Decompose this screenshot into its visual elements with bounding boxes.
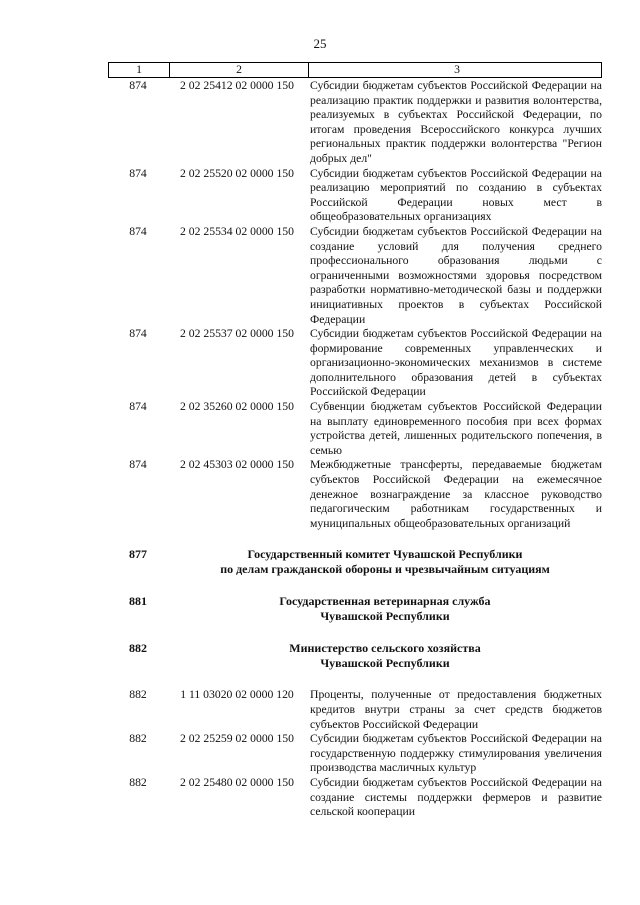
revenue-description: Субвенции бюджетам субъектов Российской Федерации на выплату единовременного пособия при всех формах устройства детей, лишенных родительского попечения, в семью: [310, 400, 602, 457]
admin-code: 882: [129, 688, 147, 702]
section-title: [168, 594, 602, 624]
section-title-line: Чувашской Республики: [320, 609, 450, 624]
revenue-description: Субсидии бюджетам субъектов Российской Федерации на реализацию мероприятий по созданию в субъектах Российской Федерации новых мест в общеобразовательных организациях: [310, 166, 602, 224]
admin-code: 874: [129, 224, 147, 238]
page-number: 25: [313, 36, 327, 51]
budget-code: 2 02 25534 02 0000 150: [180, 224, 294, 238]
table-header: [108, 62, 602, 78]
revenue-description: Межбюджетные трансферты, передаваемые бюджетам субъектов Российской Федерации на ежемесячное денежное вознаграждение за классное руководство педагогическим работникам государственных и муниципальных общеобразовательных организаций: [310, 458, 602, 530]
budget-code: 1 11 03020 02 0000 120: [180, 688, 294, 702]
revenue-description: Субсидии бюджетам субъектов Российской Федерации на создание системы поддержки фермеров и развитие сельской кооперации: [310, 775, 602, 819]
table-row: [108, 400, 602, 458]
admin-code: 874: [129, 458, 147, 472]
budget-code: 2 02 25412 02 0000 150: [180, 79, 294, 92]
section-heading: [108, 547, 602, 577]
table-row: [108, 79, 602, 167]
table-row: [108, 458, 602, 531]
revenue-description: Субсидии бюджетам субъектов Российской Федерации на государственную поддержку стимулирования увеличения производства масличных культур: [310, 732, 602, 775]
table-row: [108, 688, 602, 732]
admin-code: 874: [129, 166, 147, 180]
budget-code: 2 02 25520 02 0000 150: [180, 166, 294, 180]
section-code: 877: [129, 547, 147, 562]
revenue-description: Проценты, полученные от предоставления бюджетных кредитов внутри страны за счет средств бюджетов субъектов Российской Федерации: [310, 688, 602, 731]
admin-code: 882: [129, 775, 147, 789]
revenue-description: Субсидии бюджетам субъектов Российской Федерации на создание условий для получения среднего профессионального образования людьми с ограниченными возможностями здоровья посредством разработки нормативно-методической базы и поддержки инициативных проектов в субъектах Российской Федерации: [310, 224, 602, 326]
budget-code: 2 02 35260 02 0000 150: [180, 400, 294, 414]
section-title-line: Государственный комитет Чувашской Республики: [247, 547, 523, 562]
budget-code: 2 02 25480 02 0000 150: [180, 775, 294, 789]
budget-code: 2 02 45303 02 0000 150: [180, 458, 294, 472]
admin-code: 882: [129, 732, 147, 746]
revenue-description: Субсидии бюджетам субъектов Российской Федерации на формирование современных управленческих и организационно-экономических механизмов в системе дополнительного образования детей в субъектах Российской Федерации: [310, 327, 602, 399]
admin-code: 874: [129, 327, 147, 341]
admin-code: 874: [129, 400, 147, 414]
section-title-line: Государственная ветеринарная служба: [279, 594, 491, 609]
section-heading: [108, 641, 602, 671]
table-row: [108, 225, 602, 327]
admin-code: 874: [129, 79, 147, 92]
revenue-description: Субсидии бюджетам субъектов Российской Федерации на реализацию практик поддержки и развития волонтерства, реализуемых в субъектах Российской Федерации, по итогам проведения Всероссийского конкурса лучших региональных практик поддержки волонтерства "Регион добрых дел": [310, 79, 602, 165]
section-title-line: Министерство сельского хозяйства: [289, 641, 481, 656]
header-col-1: 1: [108, 63, 169, 77]
budget-code: 2 02 25537 02 0000 150: [180, 327, 294, 341]
budget-code: 2 02 25259 02 0000 150: [180, 732, 294, 746]
section-code: 881: [129, 594, 147, 609]
section-title-line: по делам гражданской обороны и чрезвычайным ситуациям: [220, 562, 550, 577]
section-title: [168, 547, 602, 577]
section-title: [168, 641, 602, 671]
section-code: 882: [129, 641, 147, 656]
table-row: [108, 732, 602, 776]
table-row: [108, 167, 602, 225]
header-col-2: 2: [169, 63, 308, 77]
table-row: [108, 776, 602, 820]
document-table: [108, 62, 602, 820]
table-row: [108, 327, 602, 400]
header-col-3: 3: [308, 63, 602, 77]
section-heading: [108, 594, 602, 624]
section-title-line: Чувашской Республики: [320, 656, 450, 671]
